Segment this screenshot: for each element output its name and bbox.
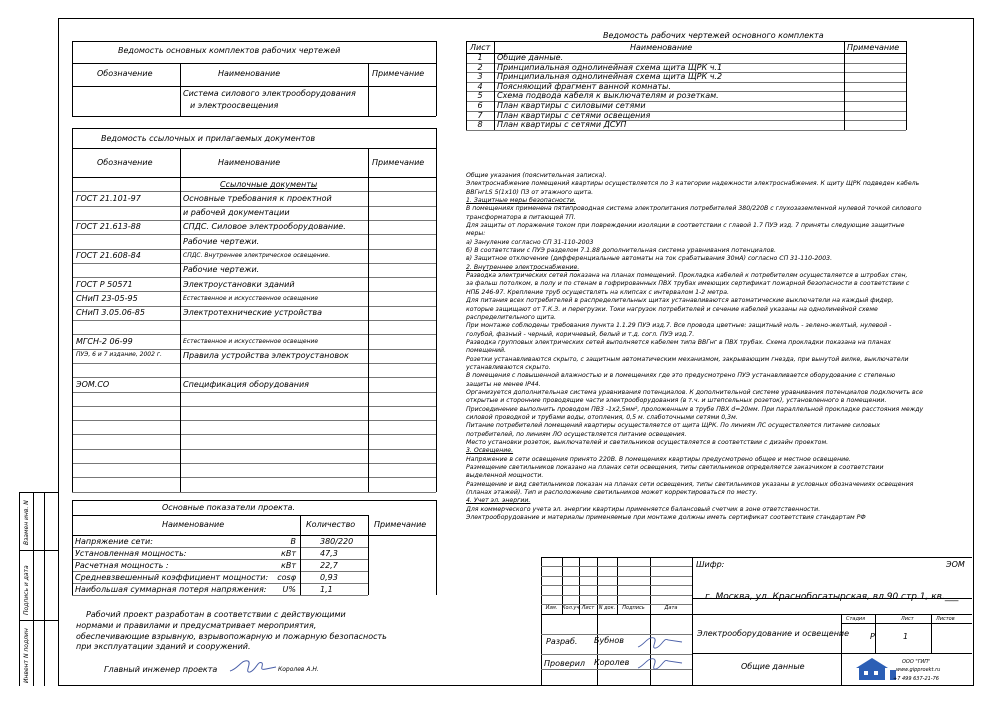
- col-header: Примечание: [374, 520, 427, 529]
- role-developer: Разраб.: [546, 637, 578, 646]
- doc-name: Рабочие чертежи.: [183, 237, 260, 246]
- stage-header: Стадия: [846, 616, 866, 622]
- sheet-number: 5: [477, 91, 483, 100]
- cell-text: и электроосвещения: [190, 101, 279, 110]
- note-line: Питание потребителей помещений квартиры осуществляется от щита ЩРК. По линиям ЛС осуществляется питание силовых: [466, 422, 881, 430]
- grid-line: [72, 128, 73, 492]
- grid-line: [875, 614, 876, 653]
- declaration-line: нормами и правилами и предусматривает мероприятия,: [76, 621, 317, 630]
- doc-name: Ссылочные документы: [220, 180, 318, 189]
- grid-line: [72, 334, 436, 335]
- column-label: Изм.: [545, 605, 558, 611]
- grid-line: [72, 63, 436, 64]
- doc-code: ЭОМ.СО: [76, 380, 110, 389]
- col-header: Примечание: [847, 43, 900, 52]
- grid-line: [180, 148, 181, 492]
- note-line: В помещениях применена пятипроводная система электропитания потребителей 380/220В с глухозаземленной нулевой точкой силового: [466, 205, 922, 213]
- grid-line: [33, 492, 34, 686]
- grid-line: [72, 234, 436, 235]
- doc-name: и рабочей документации: [183, 208, 290, 217]
- sheet-number: 3: [477, 72, 483, 81]
- grid-line: [72, 595, 368, 596]
- grid-line: [72, 220, 436, 221]
- grid-line: [72, 492, 436, 493]
- doc-code: СНиП 3.05.06-85: [76, 308, 145, 317]
- grid-line: [19, 492, 58, 493]
- stage-header: Листов: [936, 616, 955, 622]
- doc-name: Основные требования к проектной: [183, 194, 332, 203]
- note-line: Электрооборудование и материалы применяемые при монтаже должны иметь сертификат соответствия стандартам РФ: [466, 514, 866, 522]
- grid-line: [72, 191, 436, 192]
- grid-line: [494, 41, 495, 130]
- grid-line: [692, 614, 972, 615]
- grid-line: [72, 392, 436, 393]
- note-line: Разводка электрических сетей показана на планах помещений. Прокладка кабелей к потребителям осуществляется в штробах стен,: [466, 272, 908, 280]
- grid-line: [72, 206, 436, 207]
- doc-name: Электроустановки зданий: [183, 280, 295, 289]
- stage-header: Лист: [901, 616, 914, 622]
- grid-line: [72, 500, 73, 595]
- sheet-name: Поясняющий фрагмент ванной комнаты.: [497, 82, 671, 91]
- grid-line: [72, 583, 368, 584]
- sheet-name: План квартиры с сетями освещения: [497, 111, 651, 120]
- column-label: Лист: [581, 605, 595, 611]
- grid-line: [72, 363, 436, 364]
- engineer-name: Королев А.Н.: [278, 666, 319, 673]
- project-code: ЭОМ: [946, 560, 965, 569]
- indicator-name: Напряжение сети:: [75, 537, 153, 546]
- column-label: Дата: [664, 605, 678, 611]
- note-line: помещений.: [466, 347, 506, 355]
- sheet-name: Общие данные.: [497, 53, 564, 62]
- grid-line: [72, 463, 436, 464]
- note-line: защиты не менее IP44.: [466, 380, 541, 388]
- indicator-value: 47,3: [320, 549, 338, 558]
- grid-line: [72, 571, 368, 572]
- sheet-number: 2: [477, 63, 483, 72]
- doc-code: ГОСТ 21.613-88: [76, 222, 141, 231]
- note-line: Общие указания (пояснительная записка).: [466, 172, 607, 179]
- name-checker: Королев: [594, 658, 630, 667]
- col-header: Примечание: [372, 158, 425, 167]
- note-line: Место установки розеток, выключателей и светильников осуществляется в соответствии с дизайн проектом.: [466, 439, 829, 446]
- grid-line: [906, 41, 907, 130]
- grid-line: [72, 320, 436, 321]
- note-line: Электроснабжение помещений квартиры осуществляется по 3 категории надежности электроснабжения. К щиту ЩРК подведен кабель: [466, 180, 920, 188]
- grid-line: [44, 492, 45, 686]
- grid-line: [541, 576, 692, 577]
- note-line: меры:: [466, 230, 486, 238]
- col-header: Наименование: [630, 43, 693, 52]
- sheet-number: 6: [477, 101, 483, 110]
- column-label: N док.: [598, 605, 616, 611]
- grid-line: [72, 249, 436, 250]
- note-line: Для питания всех потребителей в распределительных щитах устанавливаются автоматические выключатели на каждый фидер,: [466, 297, 894, 305]
- stamp-label: Подпись и дата: [23, 565, 30, 615]
- declaration-line: Рабочий проект разработан в соответствии с действующими: [86, 610, 346, 619]
- grid-line: [72, 515, 368, 516]
- note-line: Напряжение в сети освещения принято 220В. В помещениях квартиры предусмотрено общее и местное освещение.: [466, 455, 851, 463]
- sheet-number: 1: [477, 53, 483, 62]
- grid-line: [368, 148, 369, 492]
- company-site: www.gipproekt.ru: [896, 667, 941, 673]
- doc-name: Правила устройства электроустановок: [183, 351, 349, 360]
- signature: [636, 633, 686, 653]
- grid-line: [841, 614, 842, 686]
- grid-line: [19, 492, 20, 686]
- sheet-number: 8: [477, 120, 483, 129]
- company-logo: [852, 656, 898, 682]
- indicator-unit: кВт: [281, 549, 296, 558]
- note-line: а) Зануление согласно СП 31-110-2003: [466, 238, 594, 246]
- note-line: 4. Учет эл. энергии.: [466, 497, 531, 505]
- indicator-name: Установленная мощность:: [75, 549, 187, 558]
- note-line: В помещения с повышенной влажностью и в помещениях где это предусмотрено ПУЭ устанавливается оборудование с степенью: [466, 372, 896, 380]
- note-line: трансформатора в питающей ТП.: [466, 213, 576, 221]
- grid-line: [597, 614, 598, 686]
- note-line: ВВГнгLS 5(1х10) ПЗ от этажного щита.: [466, 188, 594, 196]
- note-line: б) В соответствии с ПУЭ разделом 7.1.88 дополнительная система уравнивания потенциалов.: [466, 247, 776, 255]
- col-header: Примечание: [372, 69, 425, 78]
- address: г. Москва, ул. Краснобогатырская, вл.90 стр.1, кв.___: [705, 592, 959, 602]
- grid-line: [72, 547, 368, 548]
- grid-line: [72, 86, 436, 87]
- grid-line: [19, 550, 58, 551]
- doc-name: Электротехнические устройства: [183, 308, 323, 317]
- grid-line: [541, 585, 692, 586]
- doc-name: Естественное и искусственное освещение: [183, 295, 319, 302]
- note-line: При монтаже соблюдены требования пункта 1.1.29 ПУЭ изд.7. Все провода цветные: защитный ноль - зелено-желтый, нулевой -: [466, 322, 892, 330]
- note-line: в) Защитное отключение (дифференциальные автоматы на ток срабатывания 30мА) согласно СП 31-110-2003.: [466, 255, 833, 263]
- doc-name: Спецификация оборудования: [183, 380, 309, 389]
- col-header: Обозначение: [97, 158, 153, 167]
- sheet-name: Схема подвода кабеля к выключателям и розеткам.: [497, 91, 719, 100]
- cell-text: Система силового электрооборудования: [183, 89, 356, 98]
- grid-line: [541, 557, 972, 558]
- grid-line: [72, 449, 436, 450]
- doc-code: ГОСТ Р 50571: [76, 280, 133, 289]
- note-line: (планах этажей). Тип и расположение светильников может корректироваться по месту.: [466, 489, 758, 497]
- doc-code: МГСН-2 06-99: [76, 337, 133, 346]
- col-header: Наименование: [218, 69, 281, 78]
- doc-code: ГОСТ 21.101-97: [76, 194, 141, 203]
- note-line: за фальш потолком, в полу и по стенам в гофрированных ПВХ трубах имеющих сертификат пожарной безопасности в соответствии с: [466, 280, 910, 288]
- grid-line: [368, 63, 369, 116]
- sheet-title: Общие данные: [741, 662, 805, 671]
- note-line: НПБ 246-97. Крепление труб осуществлять на клипсах с интервалом 1-2 метра.: [466, 288, 729, 296]
- note-line: выделенной мощности.: [466, 472, 544, 480]
- column-label: Подпись: [622, 605, 645, 611]
- grid-line: [72, 306, 436, 307]
- grid-line: [72, 420, 436, 421]
- grid-line: [844, 41, 845, 130]
- indicator-value: 380/220: [320, 537, 354, 546]
- sheet-name: План квартиры с силовыми сетями: [497, 101, 646, 110]
- indicator-value: 1,1: [320, 585, 333, 594]
- grid-line: [72, 148, 436, 149]
- indicator-unit: В: [290, 537, 296, 546]
- role-checker: Проверил: [544, 659, 586, 668]
- indicator-value: 0,93: [320, 573, 338, 582]
- grid-line: [436, 500, 437, 595]
- grid-line: [72, 177, 436, 178]
- note-line: Размещение и вид светильников показан на планах сети освещения, типы светильников указаны в условных обозначениях освещения: [466, 480, 914, 488]
- indicator-unit: кВт: [281, 561, 296, 570]
- grid-line: [72, 377, 436, 378]
- grid-line: [72, 277, 436, 278]
- grid-line: [436, 41, 437, 116]
- grid-line: [368, 515, 369, 595]
- grid-line: [541, 566, 692, 567]
- sheet-name: План квартиры с сетями ДСУП: [497, 120, 627, 129]
- grid-line: [72, 349, 436, 350]
- note-line: 1. Защитные меры безопасности.: [466, 197, 576, 205]
- name-developer: Бубнов: [594, 636, 624, 645]
- doc-name: Естественное и искусственное освещение: [183, 338, 319, 345]
- note-line: Присоединение выполнить проводом ПВ3 -1х2,5мм², проложенным в трубе ПВХ d=20мм. При параллельной прокладке расстояния между: [466, 405, 924, 413]
- doc-name: СПДС. Силовое электрооборудование.: [183, 222, 346, 231]
- grid-line: [72, 128, 436, 129]
- grid-line: [72, 535, 436, 536]
- drawing-title: Электрооборудование и освещение: [697, 629, 850, 638]
- grid-line: [692, 653, 972, 654]
- grid-line: [931, 614, 932, 653]
- grid-line: [72, 477, 436, 478]
- stamp-label: Взамен инв. N: [23, 500, 30, 545]
- grid-line: [466, 41, 906, 42]
- table-title: Основные показатели проекта.: [162, 503, 296, 512]
- indicator-value: 22,7: [320, 561, 338, 570]
- grid-line: [72, 434, 436, 435]
- table-title: Ведомость ссылочных и прилагаемых документов: [101, 134, 316, 143]
- doc-code: СНиП 23-05-95: [76, 294, 138, 303]
- col-header: Количество: [306, 520, 356, 529]
- doc-code: ГОСТ 21.608-84: [76, 251, 141, 260]
- doc-code: ПУЭ, 6 и 7 издание, 2002 г.: [76, 351, 162, 358]
- col-header: Наименование: [218, 158, 281, 167]
- note-line: устанавливаются скрыто.: [466, 363, 551, 371]
- grid-line: [72, 41, 436, 42]
- grid-line: [466, 41, 467, 130]
- note-line: Размещение светильников показано на планах сети освещения, типы светильников определяется заказчиком в соответствии: [466, 464, 884, 472]
- grid-line: [541, 614, 692, 615]
- company-name: ООО "ГИП": [902, 659, 931, 665]
- sheet-name: Принципиальная однолинейная схема щита ЩРК ч.2: [497, 72, 723, 81]
- note-line: голубой, фазный - черный, коричневый, белый и т.д. согл. ПУЭ изд.7.: [466, 330, 695, 338]
- engineer-signature: [228, 655, 278, 677]
- sheet-number: 7: [477, 111, 483, 120]
- doc-name: Рабочие чертежи.: [183, 265, 260, 274]
- company-phone: +7 499 637-21-76: [893, 676, 939, 682]
- grid-line: [841, 623, 972, 624]
- doc-name: СПДС. Внутреннее электрическое освещение.: [183, 252, 331, 259]
- grid-line: [541, 595, 692, 596]
- grid-line: [72, 291, 436, 292]
- stage: Р: [870, 632, 875, 641]
- note-line: Разводка групповых электрических сетей выполняется кабелем типа ВВГнг в ПВХ трубах. Схема прокладки показана на планах: [466, 338, 891, 346]
- grid-line: [72, 41, 73, 116]
- table-title: Ведомость рабочих чертежей основного комплекта: [603, 31, 824, 40]
- note-line: Организуется дополнительная система уравнивания потенциалов. К дополнительной системе уравнивания потенциалов подключить все: [466, 388, 923, 396]
- note-line: 2. Внутреннее электроснабжение.: [466, 263, 580, 271]
- indicator-name: Средневзвешенный коэффициент мощности:: [75, 573, 269, 582]
- indicator-name: Расчетная мощность :: [75, 561, 169, 570]
- sheet-number: 1: [903, 632, 909, 641]
- sheet-name: Принципиальная однолинейная схема щита ЩРК ч.1: [497, 63, 723, 72]
- indicator-unit: cosφ: [277, 573, 296, 582]
- note-line: силовой проводкой и трубами воды, отопления, 0,5 м. слаботочными сетями 0,3м.: [466, 413, 738, 421]
- note-line: 3. Освещение.: [466, 447, 514, 455]
- note-line: Для защиты от поражения током при повреждении изоляции в соответствии с главой 1.7 ПУЭ изд. 7 приняты следующие защитные: [466, 222, 905, 230]
- note-line: которые защищают от Т.К.З. и перегрузки. Токи нагрузок потребителей и сечение кабелей указаны на однолинейной схеме: [466, 305, 878, 313]
- col-header: Наименование: [162, 520, 225, 529]
- table-title: Ведомость основных комплектов рабочих чертежей: [118, 46, 341, 55]
- col-header: Обозначение: [97, 69, 153, 78]
- note-line: Для коммерческого учета эл. энергии квартиры применяется балансовый счетчик в зоне ответственности.: [466, 505, 821, 513]
- indicator-unit: U%: [282, 585, 296, 594]
- grid-line: [180, 63, 181, 116]
- grid-line: [72, 263, 436, 264]
- col-header: Лист: [470, 43, 491, 52]
- code-label: Шифр:: [696, 560, 725, 569]
- grid-line: [72, 406, 436, 407]
- note-line: распределительного щита.: [466, 313, 557, 321]
- general-notes: [466, 172, 970, 522]
- indicator-name: Наибольшая суммарная потеря напряжения:: [75, 585, 267, 594]
- grid-line: [300, 515, 301, 595]
- grid-line: [72, 559, 368, 560]
- grid-line: [19, 620, 58, 621]
- note-line: потребителей, по линиям ЛО осуществляется питание освещения.: [466, 430, 687, 438]
- grid-line: [692, 557, 693, 686]
- stamp-label: Инвент N подлин: [23, 628, 30, 683]
- grid-line: [436, 128, 437, 492]
- grid-line: [72, 500, 436, 501]
- grid-line: [466, 130, 906, 131]
- grid-line: [72, 116, 436, 117]
- signature: [636, 654, 686, 674]
- sheet-number: 4: [477, 82, 483, 91]
- column-label: Кол.уч: [562, 605, 580, 611]
- engineer-label: Главный инженер проекта: [104, 665, 218, 674]
- declaration-line: обеспечивающие взрывную, взрывопожарную и пожарную безопасность: [76, 632, 387, 641]
- note-line: Розетки устанавливаются скрыто, с защитным автоматическим механизмом, закрывающим гнезда, при вынутой вилке, выключатели: [466, 355, 909, 363]
- declaration-line: при эксплуатации зданий и сооружений.: [76, 642, 251, 651]
- note-line: открытые и сторонние проводящие части электрооборудования (в т.ч. и штепсельных розеток), установленного в помещении.: [466, 397, 887, 405]
